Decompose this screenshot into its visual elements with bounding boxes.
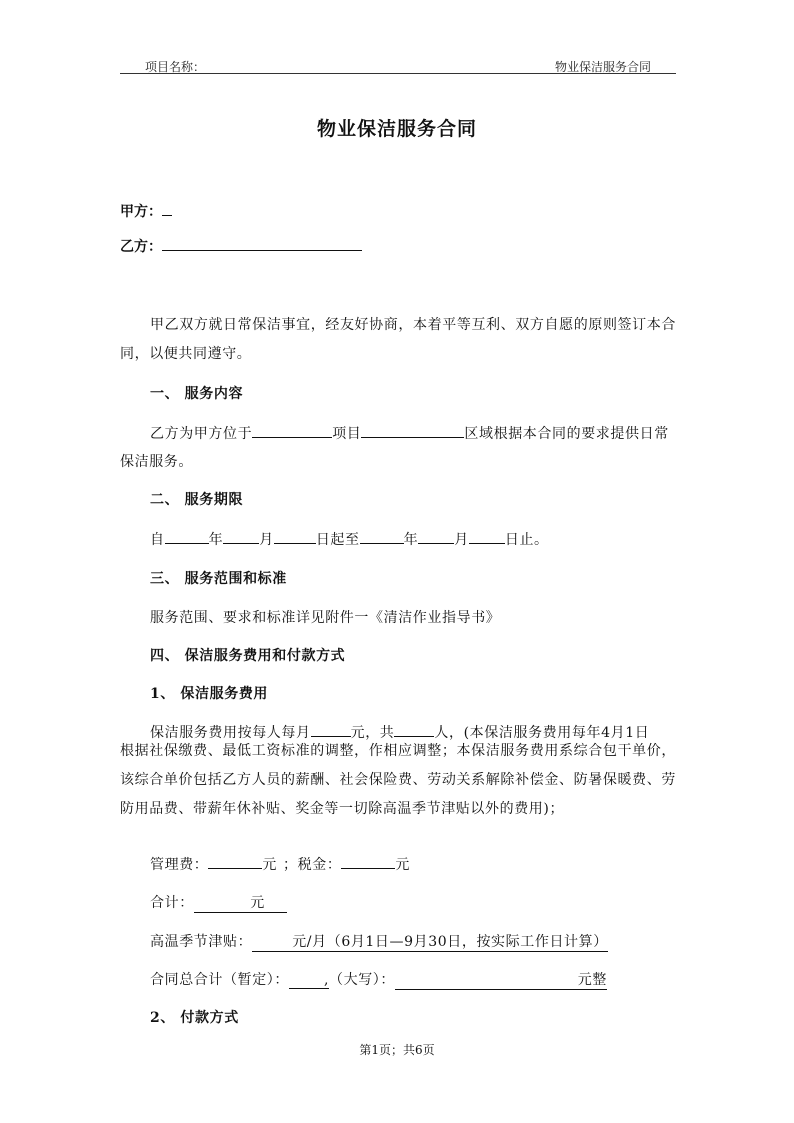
fee-text: 保洁服务费用按每人每月 (150, 725, 311, 741)
period-text: 日起至 (315, 532, 360, 548)
yuan-text: 元 (262, 857, 278, 873)
period-text: 月 (259, 532, 274, 548)
party-a-label: 甲方： (120, 204, 162, 220)
service-period-line (150, 529, 549, 549)
section-3-heading: 三、 服务范围和标准 (150, 571, 287, 587)
section-1-line (150, 423, 669, 443)
section-4-heading: 四、 保洁服务费用和付款方式 (150, 648, 346, 664)
daxie-label: （大写）： (329, 972, 395, 988)
subsection-2-heading: 2、 付款方式 (150, 1010, 239, 1026)
headcount-blank (394, 722, 434, 737)
period-text: 自 (150, 532, 165, 548)
mgmt-fee-blank (208, 854, 262, 869)
start-year-blank (165, 529, 209, 544)
party-b-label: 乙方： (120, 239, 162, 255)
fee-text: 元，共 (350, 725, 395, 741)
party-a-blank (162, 201, 172, 216)
fee-text: 人，(本保洁服务费用每年4月1日 (434, 725, 650, 741)
header-project-label: 项目名称： (145, 60, 206, 74)
s1-text: 区域根据本合同的要求提供日常 (464, 426, 669, 442)
section-1-line2: 保洁服务。 (120, 454, 193, 470)
daxie-blank (395, 969, 607, 990)
end-year-blank (360, 529, 404, 544)
heat-allowance-line (150, 931, 608, 952)
section-3-text: 服务范围、要求和标准详见附件一《清洁作业指导书》 (150, 610, 501, 626)
start-day-blank (274, 529, 316, 544)
yuan-text: 元 (395, 857, 411, 873)
heat-text: 元/月（6月1日—9月30日，按实际工作日计算） (292, 934, 608, 950)
header-doc-name: 物业保洁服务合同 (555, 60, 652, 74)
page-footer: 第1页；共6页 (359, 1043, 435, 1057)
tax-label: ；税金： (283, 857, 342, 873)
total-line (150, 892, 287, 913)
section-1-heading: 一、 服务内容 (150, 386, 244, 402)
yuanzheng-text: 元整 (577, 972, 607, 988)
mgmt-label: 管理费： (150, 857, 209, 873)
yuan-text: 元 (250, 895, 265, 911)
header-rule (120, 73, 676, 74)
start-month-blank (223, 529, 259, 544)
grand-total-label: 合同总合计（暂定）： (150, 972, 289, 988)
end-day-blank (469, 529, 505, 544)
party-b (120, 236, 362, 256)
fee-paragraph: 根据社保缴费、最低工资标准的调整，作相应调整；本保洁服务费用系综合包干单价，该综合单价包括乙方人员的薪酬、社会保险费、劳动关系解除补偿金、防暑保暖费、劳防用品费、带薪年休补贴、奖金等一切除高温季节津贴以外的费用)； (120, 743, 676, 817)
s1-text: 项目 (332, 426, 362, 442)
period-text: 月 (454, 532, 469, 548)
s1-text: 乙方为甲方位于 (150, 426, 253, 442)
period-text: 年 (208, 532, 224, 548)
section-2-heading: 二、 服务期限 (150, 492, 244, 508)
party-a (120, 201, 172, 221)
location-blank (252, 423, 332, 438)
total-blank (194, 892, 287, 913)
period-text: 年 (403, 532, 419, 548)
comma: , (323, 972, 329, 988)
page-title: 物业保洁服务合同 (316, 118, 477, 140)
total-label: 合计： (150, 895, 194, 911)
heat-label: 高温季节津贴： (150, 934, 253, 950)
tax-blank (341, 854, 395, 869)
intro-paragraph: 甲乙双方就日常保洁事宜，经友好协商，本着平等互利、双方自愿的原则签订本合同，以便共同遵守。 (120, 317, 676, 362)
project-blank (361, 423, 464, 438)
mgmt-tax-line (150, 854, 410, 874)
end-month-blank (418, 529, 454, 544)
grand-total-line (150, 969, 607, 990)
monthly-fee-blank (311, 722, 351, 737)
subsection-1-heading: 1、 保洁服务费用 (150, 686, 269, 702)
heat-allowance-blank (252, 931, 608, 952)
party-b-blank (162, 236, 362, 251)
period-text: 日止。 (504, 532, 549, 548)
grand-total-blank (289, 972, 329, 989)
